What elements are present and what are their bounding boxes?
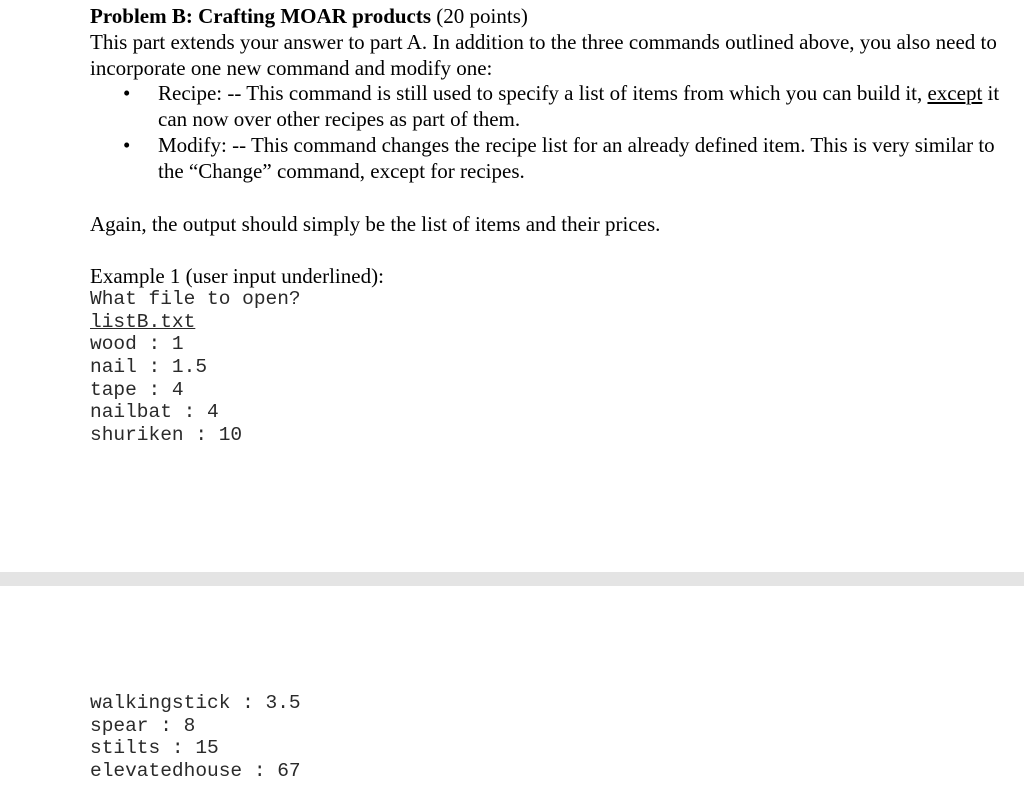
console-output-line: elevatedhouse : 67 [90,760,301,783]
problem-points: (20 points) [436,4,528,28]
console-output-line: spear : 8 [90,714,196,737]
console-output-line: nail : 1.5 [90,356,208,379]
example-console-page1 [90,288,1010,447]
problem-heading [90,3,1010,29]
console-output-line: tape : 4 [90,378,184,401]
command-bullet-list [90,80,1010,184]
console-output-line: wood : 1 [90,333,184,356]
console-output-line: stilts : 15 [90,737,219,760]
example-console-page2 [90,692,1010,783]
bullet-dot-icon: • [123,133,131,157]
console-output-line: nailbat : 4 [90,401,219,424]
bullet-modify-text: Modify: -- This command changes the recipe list for an already defined item. This is very similar to the “Change” command, except for recipes. [158,133,995,183]
console-prompt: What file to open? [90,288,301,310]
console-user-input: listB.txt [90,310,196,333]
page-break-gap [0,572,1024,586]
intro-paragraph: This part extends your answer to part A. In addition to the three commands outlined above, you also need to incorporate one new command and modify one: [90,30,997,80]
problem-title: Problem B: Crafting MOAR products [90,4,432,28]
bullet-item-recipe [90,80,1010,132]
console-output-line: shuriken : 10 [90,424,243,447]
bullet-item-modify [90,132,1010,184]
console-output-line: walkingstick : 3.5 [90,692,301,714]
bullet-recipe-underlined: except [927,81,983,105]
bullet-dot-icon: • [123,81,131,105]
bullet-recipe-lead: Recipe: -- This command is still used to specify a list of items from which you can build it, [158,81,928,105]
example-caption: Example 1 (user input underlined): [90,264,384,288]
output-note: Again, the output should simply be the list of items and their prices. [90,212,661,236]
bullet-recipe-rest: it can now over other recipes as part of them. [158,81,1000,131]
